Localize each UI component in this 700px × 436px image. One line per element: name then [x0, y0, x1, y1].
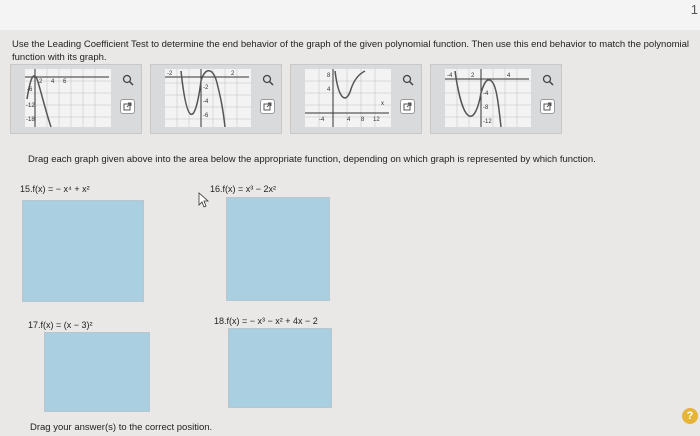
function-label-15: 15.f(x) = − x⁴ + x² [20, 184, 90, 194]
zoom-icon[interactable] [401, 73, 415, 87]
zoom-icon[interactable] [121, 73, 135, 87]
question-number: 1 [690, 2, 698, 17]
graph-card-b[interactable] [150, 64, 282, 134]
drop-zone-17[interactable] [44, 332, 150, 412]
graph-c-tick: 4 [347, 117, 351, 123]
graph-c-tick: 8 [361, 117, 365, 123]
graph-d-tick: -8 [483, 105, 489, 111]
graph-card-d[interactable] [430, 64, 562, 134]
graph-b-tick: -4 [203, 99, 209, 105]
graph-d-tick: -4 [447, 73, 453, 79]
graph-d-tick: 4 [507, 73, 511, 79]
popout-icon[interactable] [120, 99, 135, 114]
graph-a-tick: 6 [63, 79, 67, 85]
zoom-icon[interactable] [261, 73, 275, 87]
graph-c-tick: -4 [319, 117, 325, 123]
graph-c-tick: 8 [327, 73, 331, 79]
graph-c-plot [305, 69, 391, 127]
drag-instruction: Drag each graph given above into the area below the appropriate function, depending on which graph is represented by which function. [28, 154, 596, 165]
top-bar [0, 0, 700, 30]
graph-b-plot [165, 69, 251, 127]
graph-b-tick: 2 [231, 71, 235, 77]
instructions-text: Use the Leading Coefficient Test to determine the end behavior of the graph of the given polynomial function. Then use this end behavior to match the polynomial function with its graph. [12, 39, 690, 63]
footer-instruction: Drag your answer(s) to the correct position. [30, 422, 213, 433]
help-icon[interactable]: ? [682, 408, 698, 424]
graph-d-plot [445, 69, 531, 127]
graph-card-c[interactable] [290, 64, 422, 134]
graph-options-row [10, 64, 530, 134]
function-label-18: 18.f(x) = − x³ − x² + 4x − 2 [214, 316, 318, 326]
graph-b-tick: -6 [203, 113, 209, 119]
popout-icon[interactable] [540, 99, 555, 114]
graph-c-tick: x [381, 101, 384, 107]
graph-b-tick: -2 [203, 85, 209, 91]
graph-d-tick: -12 [483, 119, 492, 125]
drop-zone-15[interactable] [22, 200, 144, 302]
graph-b-tick: -2 [167, 71, 173, 77]
drop-zone-18[interactable] [228, 328, 332, 408]
graph-d-tick: 2 [471, 73, 475, 79]
function-label-17: 17.f(x) = (x − 3)² [28, 320, 93, 330]
graph-card-a[interactable] [10, 64, 142, 134]
graph-a-tick: -12 [26, 103, 35, 109]
graph-a-tick: -18 [26, 117, 35, 123]
graph-d-tick: -4 [483, 91, 489, 97]
mouse-cursor-icon [198, 192, 210, 208]
popout-icon[interactable] [260, 99, 275, 114]
drop-zone-16[interactable] [226, 197, 330, 301]
function-label-16: 16.f(x) = x³ − 2x² [210, 184, 277, 194]
graph-c-tick: 12 [373, 117, 380, 123]
graph-a-tick: 4 [51, 79, 55, 85]
popout-icon[interactable] [400, 99, 415, 114]
graph-a-tick: -6 [27, 87, 33, 93]
graph-a-tick: 2 [39, 79, 43, 85]
graph-c-tick: 4 [327, 87, 331, 93]
zoom-icon[interactable] [541, 73, 555, 87]
graph-a-plot [25, 69, 111, 127]
